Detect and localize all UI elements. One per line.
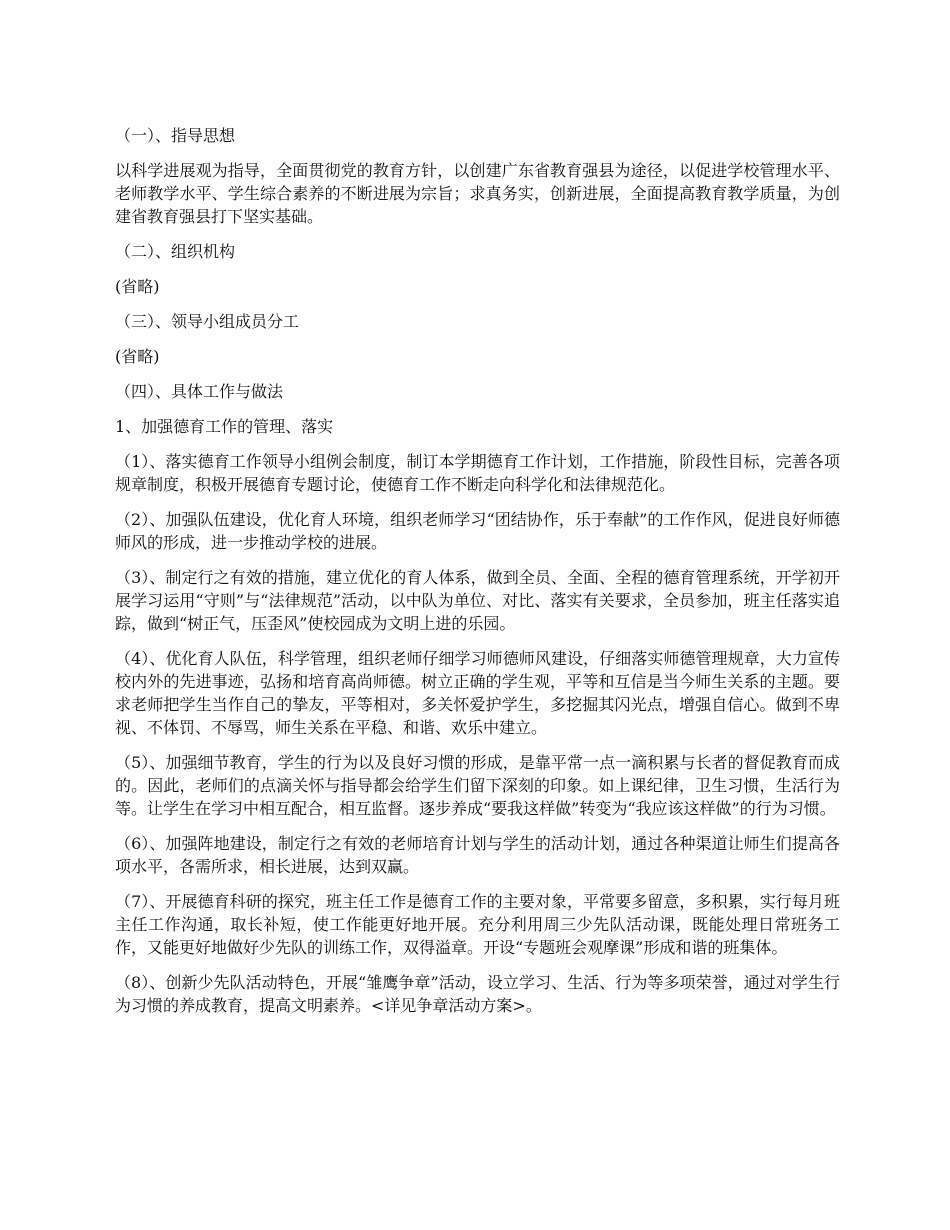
paragraph-item-1: （1）、落实德育工作领导小组例会制度，制订本学期德育工作计划，工作措施，阶段性目标，完善各项规章制度，积极开展德育专题讨论，使德育工作不断走向科学化和法律规范化。 [115, 452, 840, 494]
paragraph-item-2: （2）、加强队伍建设，优化育人环境，组织老师学习“团结协作，乐于奉献”的工作作风，促进良好师德师风的形成，进一步推动学校的进展。 [115, 510, 840, 552]
subsection-heading-moral-education: 1、加强德育工作的管理、落实 [115, 417, 334, 436]
section-heading-division-of-labor: （三）、领导小组成员分工 [115, 312, 300, 331]
paragraph-division-omitted: (省略) [115, 347, 160, 366]
paragraph-item-5: （5）、加强细节教育，学生的行为以及良好习惯的形成，是靠平常一点一滴积累与长者的督促教育而成的。因此，老师们的点滴关怀与指导都会给学生们留下深刻的印象。如上课纪律，卫生习惯，生活行为等。让学生在学习中相互配合，相互监督。逐步养成“要我这样做”转变为“我应该这样做”的行为习惯。 [115, 753, 840, 818]
paragraph-item-8: （8）、创新少先队活动特色，开展“雏鹰争章”活动，设立学习、生活、行为等多项荣誉，通过对学生行为习惯的养成教育，提高文明素养。<详见争章活动方案>。 [115, 973, 840, 1015]
paragraph-item-7: （7）、开展德育科研的探究，班主任工作是德育工作的主要对象，平常要多留意，多积累，实行每月班主任工作沟通，取长补短，使工作能更好地开展。充分利用周三少先队活动课，既能处理日常班务工作，又能更好地做好少先队的训练工作，双得溢章。开设“专题班会观摩课”形成和谐的班集体。 [115, 892, 840, 957]
document-body [115, 124, 840, 1029]
paragraph-item-4: （4）、优化育人队伍，科学管理，组织老师仔细学习师德师风建设，仔细落实师德管理规章，大力宣传校内外的先进事迹，弘扬和培育高尚师德。树立正确的学生观，平等和互信是当今师生关系的主题。要求老师把学生当作自己的挚友，平等相对，多关怀爱护学生，多挖掘其闪光点，增强自信心。做到不卑视、不体罚、不辱骂，师生关系在平稳、和谐、欢乐中建立。 [115, 649, 840, 737]
section-heading-guiding-thought: （一）、指导思想 [115, 126, 236, 145]
section-heading-organization: （二）、组织机构 [115, 242, 236, 261]
paragraph-item-3: （3）、制定行之有效的措施，建立优化的育人体系，做到全员、全面、全程的德育管理系统，开学初开展学习运用“守则”与“法律规范”活动，以中队为单位、对比、落实有关要求，全员参加，班主任落实追踪，做到“树正气，压歪风”使校园成为文明上进的乐园。 [115, 568, 840, 633]
paragraph-organization-omitted: (省略) [115, 277, 160, 296]
paragraph-guiding-thought: 以科学进展观为指导，全面贯彻党的教育方针，以创建广东省教育强县为途径，以促进学校管理水平、老师教学水平、学生综合素养的不断进展为宗旨；求真务实，创新进展，全面提高教育教学质量，为创建省教育强县打下坚实基础。 [115, 161, 840, 226]
paragraph-item-6: （6）、加强阵地建设，制定行之有效的老师培育计划与学生的活动计划，通过各种渠道让师生们提高各项水平，各需所求，相长进展，达到双赢。 [115, 834, 840, 876]
section-heading-specific-work: （四）、具体工作与做法 [115, 382, 284, 401]
